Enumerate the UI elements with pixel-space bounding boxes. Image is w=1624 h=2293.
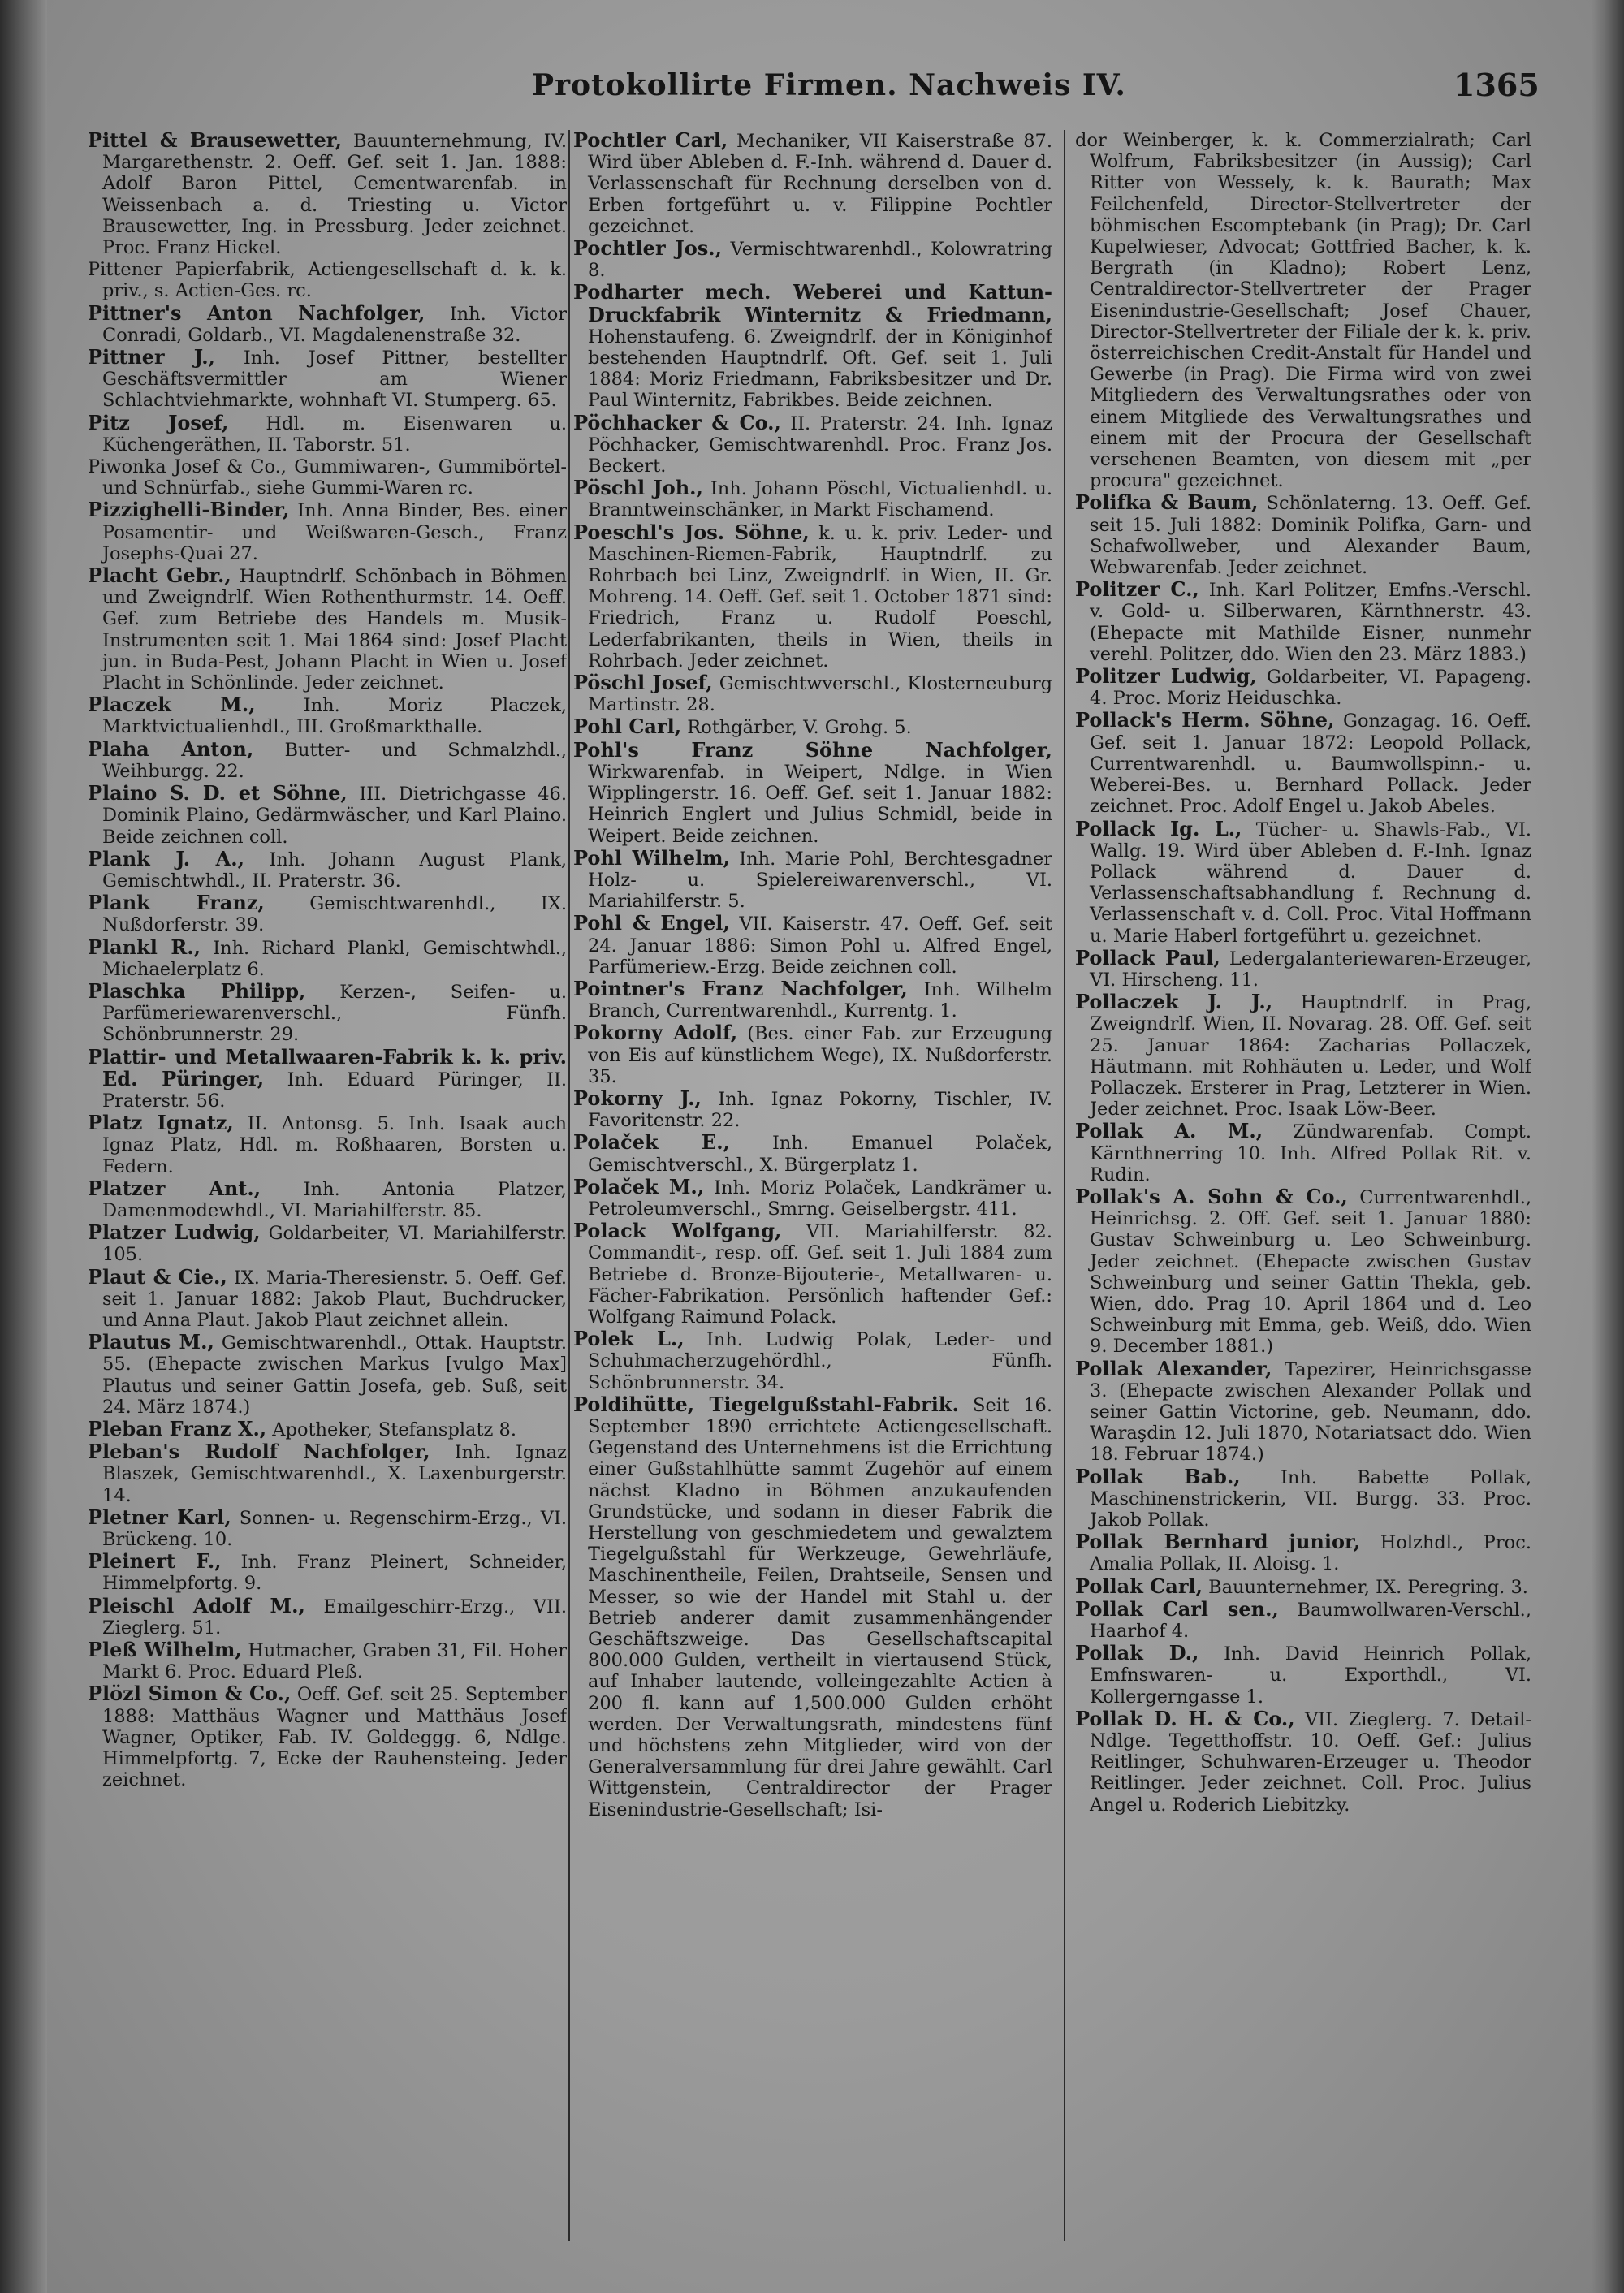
- firm-name: Polaček E.,: [573, 1130, 730, 1155]
- firm-name: Podharter mech. Weberei und Kattun-Druckfabrik Winternitz & Friedmann,: [573, 280, 1052, 326]
- firm-name: Pollak D.,: [1075, 1641, 1199, 1665]
- column-2: [573, 130, 1052, 2249]
- directory-entry: [88, 1264, 567, 1332]
- firm-name: Pizzighelli-Binder,: [88, 498, 290, 522]
- directory-entry: [88, 259, 567, 301]
- firm-name: Poldihütte, Tiegelgußstahl-Fabrik.: [573, 1392, 959, 1416]
- entry-details: Inh. Victor Conradi, Goldarb., VI. Magdalenenstraße 32.: [102, 303, 567, 346]
- page-edge-shadow: [1592, 0, 1624, 2293]
- directory-entry: [88, 565, 567, 693]
- directory-entry: [88, 130, 567, 258]
- entry-details: Oeff. Gef. seit 25. September 1888: Matthäus Wagner und Matthäus Josef Wagner, Optiker, Fab. IV. Goldeggg. 6, Ndlge. Himmelpfortg. 7, Ecke der Rauhensteing. Jeder zeichnet.: [102, 1684, 567, 1791]
- firm-name: Pittner's Anton Nachfolger,: [88, 300, 425, 325]
- firm-name: Pokorny Adolf,: [573, 1021, 738, 1045]
- entry-details: Rothgärber, V. Grohg. 5.: [681, 717, 912, 739]
- directory-entry: [88, 736, 567, 782]
- directory-entry: [88, 499, 567, 564]
- column-3: [1075, 130, 1531, 2249]
- entry-details: Inh. Moriz Polaček, Landkrämer u. Petroleumverschl., Smrng. Geiselbergstr. 411.: [588, 1177, 1052, 1220]
- firm-name: Pohl & Engel,: [573, 911, 730, 935]
- column-1: [88, 130, 567, 2249]
- entry-details: Inh. Emanuel Polaček, Gemischtverschl., X. Bürgerplatz 1.: [588, 1133, 1052, 1176]
- firm-name: Pitz Josef,: [88, 410, 229, 434]
- entry-details: VII. Zieglerg. 7. Detail-Ndlge. Tegetthoffstr. 10. Oeff. Gef.: Julius Reitlinger, Schuhwaren-Erzeuger u. Theodor Reitlinger. Jeder zeichnet. Coll. Proc. Julius Angel u. Roderich Liebitzky.: [1090, 1708, 1531, 1816]
- directory-entry: [573, 1174, 1052, 1220]
- directory-entry: [88, 1332, 567, 1418]
- entry-details: Baumwollwaren-Verschl., Haarhof 4.: [1090, 1599, 1531, 1643]
- entry-details: Seit 16. September 1890 errichtete Actiengesellschaft. Gegenstand des Unternehmens ist die Errichtung einer Gußstahlhütte sammt Zugehör auf einem nächst Kladno in Böhmen anzukaufenden Grundstücke, und sodann in dieser Fabrik die Herstellung von geschmiedetem und gewalztem Tiegelgußstahl für Werkzeuge, Gewehrläufe, Maschinentheile, Feilen, Drahtseile, Sensen und Messer, so wie der Handel mit Stahl u. der Betrieb anderer damit zusammenhängender Geschäftszweige. Das Gesellschaftscapital 800.000 Gulden, vertheilt in viertausend Stück, auf Inhaber lautende, volleingezahlte Actien à 200 fl. kann auf 1,500.000 Gulden erhöht werden. Der Verwaltungsrath, mindestens fünf und höchstens zehn Mitglieder, wird von der Generalversammlung für drei Jahre gewählt. Carl Wittgenstein, Centraldirector der Prager Eisenindustrie-Gesellschaft; Isi-: [588, 1394, 1052, 1820]
- directory-entry: [88, 694, 567, 737]
- entry-details: VII. Kaiserstr. 47. Oeff. Gef. seit 24. Januar 1886: Simon Pohl u. Alfred Engel, Parfümeriew.-Erzg. Beide zeichnen coll.: [588, 913, 1052, 978]
- entry-details: Inh. Josef Pittner, bestellter Geschäftsvermittler am Wiener Schlachtviehmarkte, wohnhaft VI. Stumperg. 65.: [102, 348, 567, 412]
- firm-name: Pleban's Rudolf Nachfolger,: [88, 1440, 430, 1464]
- directory-entry: [1075, 710, 1531, 817]
- entry-details: Goldarbeiter, VI. Papageng. 4. Proc. Moriz Heiduschka.: [1090, 667, 1531, 710]
- entry-details: Inh. Moriz Placzek, Marktvictualienhdl., III. Großmarkthalle.: [102, 695, 567, 738]
- entry-details: Gonzagag. 16. Oeff. Gef. seit 1. Januar 1872: Leopold Pollack, Currentwarenhdl. u. Baumwollspinn.- u. Weberei-Bes. u. Bernhard Pollack. Jeder zeichnet. Proc. Adolf Engel u. Jakob Abeles.: [1090, 710, 1531, 818]
- directory-entry: [88, 1593, 567, 1639]
- firm-name: Pollak Carl,: [1075, 1574, 1203, 1598]
- directory-entry: [1075, 1708, 1531, 1816]
- firm-name: Pöschl Josef,: [573, 671, 713, 695]
- entry-details: Hauptndrlf. in Prag, Zweigndrlf. Wien, II. Novarag. 28. Off. Gef. seit 25. Januar 1864: Zacharias Pollaczek, Häutmann. mit Rohhäuten u. Leder, und Wolf Pollaczek. Ersterer in Prag, Letzterer in Wien. Jeder zeichnet. Proc. Isaak Löw-Beer.: [1090, 992, 1531, 1121]
- directory-entry: [88, 1112, 567, 1177]
- firm-name: Plankl R.,: [88, 935, 201, 959]
- directory-entry: [1075, 991, 1531, 1120]
- book-gutter-shadow: [0, 0, 47, 2293]
- firm-name: Pollak Alexander,: [1075, 1356, 1272, 1380]
- directory-entry: [88, 347, 567, 412]
- entry-details: Emailgeschirr-Erzg., VII. Zieglerg. 51.: [102, 1596, 567, 1639]
- column-divider-2: [1064, 130, 1065, 2241]
- directory-entry: [1075, 1121, 1531, 1185]
- entry-details: Currentwarenhdl., Heinrichsg. 2. Off. Gef. seit 1. Januar 1880: Gustav Schweinburg u. Leo Schweinburg. Jeder zeichnet. (Ehepacte zwischen Gustav Schweinburg und seiner Gattin Thekla, geb. Wien, ddo. Prag 10. April 1864 und d. Leo Schweinburg mit Emma, geb. Weiß, ddo. Wien 9. December 1881.): [1090, 1186, 1531, 1358]
- directory-entry: [88, 937, 567, 980]
- entry-details: Inh. Johann August Plank, Gemischtwhdl., II. Praterstr. 36.: [102, 849, 567, 892]
- entry-details: II. Antonsg. 5. Inh. Isaak auch Ignaz Platz, Hdl. m. Roßhaaren, Borsten u. Federn.: [102, 1113, 567, 1177]
- entry-details: VII. Mariahilferstr. 82. Commandit-, resp. off. Gef. seit 1. Juli 1884 zum Betriebe d. Bronze-Bijouterie-, Metallwaren- u. Fächer-Fabrikation. Persönlich haftender Gef.: Wolfgang Raimund Polack.: [588, 1221, 1052, 1328]
- firm-name: Pointner's Franz Nachfolger,: [573, 976, 908, 1000]
- firm-name: Polek L.,: [573, 1327, 685, 1351]
- entry-details: Inh. Franz Pleinert, Schneider, Himmelpfortg. 9.: [102, 1552, 567, 1595]
- firm-name: Poeschl's Jos. Söhne,: [573, 520, 810, 544]
- firm-name: Plautus M.,: [88, 1330, 214, 1354]
- entry-details: Inh. Babette Pollak, Maschinenstrickerin, VII. Burgg. 33. Proc. Jakob Pollak.: [1090, 1466, 1531, 1531]
- directory-entry: [1075, 1186, 1531, 1358]
- entry-details: Wirkwarenfab. in Weipert, Ndlge. in Wien Wipplingerstr. 16. Oeff. Gef. seit 1. Januar 1882: Heinrich Englert und Julius Schmidl, beide in Weipert. Beide zeichnen.: [588, 761, 1052, 847]
- entry-details: Inh. Karl Politzer, Emfns.-Verschl. v. Gold- u. Silberwaren, Kärnthnerstr. 43. (Ehepacte mit Mathilde Eisner, nunmehr verehl. Politzer, ddo. Wien den 23. März 1883.): [1090, 580, 1531, 665]
- firm-name: Pochtler Carl,: [573, 130, 728, 152]
- firm-name: Platzer Ant.,: [88, 1176, 261, 1200]
- firm-name: Pochtler Jos.,: [573, 236, 722, 261]
- directory-entry: [1075, 1531, 1531, 1574]
- firm-name: Placht Gebr.,: [88, 564, 231, 588]
- firm-name: Polack Wolfgang,: [573, 1219, 782, 1243]
- firm-name: Pöchhacker & Co.,: [573, 410, 781, 434]
- directory-entry: [573, 1220, 1052, 1328]
- firm-name: Pollak Bab.,: [1075, 1464, 1241, 1488]
- directory-entry: [88, 1507, 567, 1550]
- entry-details: dor Weinberger, k. k. Commerzialrath; Carl Wolfrum, Fabriksbesitzer (in Aussig); Carl Ritter von Wessely, k. k. Baurath; Max Feilchenfeld, Director-Stellvertreter der böhmischen Escomptebank (in Prag); Dr. Carl Kupelwieser, Advocat; Gottfried Bacher, k. k. Bergrath (in Kladno); Robert Lenz, Centraldirector-Stellvertreter der Prager Eisenindustrie-Gesellschaft; Josef Chauer, Director-Stellvertreter der Filiale der k. k. priv. österreichischen Credit-Anstalt für Handel und Gewerbe (in Prag). Die Firma wird von zwei Mitgliedern des Verwaltungsrathes oder von einem Mitgliede des Verwaltungsrathes und einem mit der Procura der Gesellschaft versehenen Beamten, von diesem mit „per procura" gezeichnet.: [1075, 130, 1531, 492]
- firm-name: Pollack Ig. L.,: [1075, 816, 1242, 840]
- firm-name: Plank Franz,: [88, 891, 265, 915]
- directory-entry: [573, 130, 1052, 237]
- directory-entry: [1075, 1358, 1531, 1466]
- entry-details: Zündwarenfab. Compt. Kärnthnerring 10. Inh. Alfred Pollak Rit. v. Rudin.: [1090, 1121, 1531, 1185]
- directory-entry: [88, 300, 567, 346]
- directory-entry: [88, 892, 567, 935]
- firm-name: Polaček M.,: [573, 1174, 705, 1198]
- entry-details: Bauunternehmer, IX. Peregring. 3.: [1202, 1576, 1528, 1598]
- directory-entry: [573, 1088, 1052, 1131]
- directory-entry: [573, 737, 1052, 847]
- firm-name: Plattir- und Metallwaaren-Fabrik k. k. priv. Ed. Püringer,: [88, 1044, 567, 1090]
- firm-name: Pollak A. M.,: [1075, 1119, 1263, 1143]
- directory-entry: [88, 846, 567, 892]
- entry-details: Inh. Wilhelm Branch, Currentwarenhdl., Kurrentg. 1.: [588, 978, 1052, 1022]
- directory-entry: [1075, 818, 1531, 947]
- directory-entry: [88, 1639, 567, 1682]
- firm-name: Polifka & Baum,: [1075, 490, 1259, 515]
- directory-entry: [88, 1441, 567, 1506]
- directory-entry: [573, 978, 1052, 1021]
- firm-name: Pohl Carl,: [573, 715, 682, 739]
- directory-entry: [88, 412, 567, 456]
- directory-entry: [88, 783, 567, 848]
- directory-entry: [88, 1683, 567, 1790]
- entry-details: Ledergalanteriewaren-Erzeuger, VI. Hirscheng. 11.: [1090, 948, 1531, 991]
- directory-entry: [88, 1044, 567, 1112]
- directory-entry: [88, 1551, 567, 1594]
- entry-details: k. u. k. priv. Leder- und Maschinen-Riemen-Fabrik, Hauptndrlf. zu Rohrbach bei Linz, Zweigndrlf. in Wien, II. Gr. Mohreng. 14. Oeff. Gef. seit 1. October 1871 sind: Friedrich, Franz u. Rudolf Poeschl, Lederfabrikanten, theils in Wien, theils in Rohrbach. Jeder zeichnet.: [588, 522, 1052, 671]
- entry-details: Inh. Johann Pöschl, Victualienhdl. u. Branntweinschänker, in Markt Fischamend.: [588, 478, 1052, 521]
- directory-entry: [573, 672, 1052, 715]
- firm-name: Pohl Wilhelm,: [573, 845, 730, 870]
- firm-name: Pollak Bernhard junior,: [1075, 1530, 1361, 1554]
- directory-entry: [573, 1394, 1052, 1820]
- entry-details: Inh. Richard Plankl, Gemischtwhdl., Michaelerplatz 6.: [102, 937, 567, 980]
- firm-name: Pittel & Brausewetter,: [88, 130, 343, 152]
- firm-name: Plaut & Cie.,: [88, 1264, 227, 1289]
- directory-entry: [573, 1132, 1052, 1175]
- entry-details: Kerzen-, Seifen- u. Parfümeriewarenverschl., Fünfh. Schönbrunnerstr. 29.: [102, 981, 567, 1046]
- entry-details: Schönlaterng. 13. Oeff. Gef. seit 15. Juli 1882: Dominik Polifka, Garn- und Schafwollweber, und Alexander Baum, Webwarenfab. Jeder zeichnet.: [1090, 493, 1531, 579]
- entry-details: Piwonka Josef & Co., Gummiwaren-, Gummibörtel- und Schnürfab., siehe Gummi-Waren rc.: [88, 456, 567, 499]
- firm-name: Plözl Simon & Co.,: [88, 1682, 292, 1706]
- firm-name: Pleischl Adolf M.,: [88, 1593, 305, 1617]
- firm-name: Plank J. A.,: [88, 846, 245, 870]
- firm-name: Pollack's Herm. Söhne,: [1075, 708, 1335, 732]
- firm-name: Pleinert F.,: [88, 1549, 222, 1574]
- directory-entry: [1075, 130, 1531, 491]
- entry-details: Gemischtwarenhdl., IX. Nußdorferstr. 39.: [102, 893, 567, 936]
- firm-name: Platz Ignatz,: [88, 1111, 234, 1135]
- entry-details: Mechaniker, VII Kaiserstraße 87. Wird über Ableben d. F.-Inh. während d. Dauer d. Verlassenschaft für Rechnung derselben von d. Erben fortgeführt u. v. Filippine Pochtler gezeichnet.: [588, 131, 1052, 237]
- firm-name: Pleß Wilhelm,: [88, 1638, 242, 1662]
- directory-entry: [88, 978, 567, 1046]
- firm-name: Pokorny J.,: [573, 1086, 702, 1110]
- directory-entry: [573, 522, 1052, 671]
- entry-details: Inh. Ignaz Pokorny, Tischler, IV. Favoritenstr. 22.: [588, 1088, 1052, 1132]
- entry-details: Hdl. m. Eisenwaren u. Küchengeräthen, II. Taborstr. 51.: [102, 412, 567, 456]
- firm-name: Politzer C.,: [1075, 577, 1199, 602]
- entry-details: IX. Maria-Theresienstr. 5. Oeff. Gef. seit 1. Januar 1882: Jakob Plaut, Buchdrucker, und Anna Plaut. Jakob Plaut zeichnet allein.: [102, 1267, 567, 1331]
- firm-name: Pollak Carl sen.,: [1075, 1596, 1279, 1621]
- directory-entry: [1075, 492, 1531, 578]
- firm-name: Pleban Franz X.,: [88, 1416, 267, 1440]
- firm-name: Pollak D. H. & Co.,: [1075, 1706, 1295, 1730]
- entry-details: Goldarbeiter, VI. Mariahilferstr. 105.: [102, 1223, 567, 1266]
- entry-details: Hohenstaufeng. 6. Zweigndrlf. der in Königinhof bestehenden Hauptndrlf. Oft. Gef. seit 1. Juli 1884: Moriz Friedmann, Fabriksbesitzer und Dr. Paul Winternitz, Fabrikbes. Beide zeichnen.: [588, 326, 1052, 412]
- entry-details: Holzhdl., Proc. Amalia Pollak, II. Aloisg. 1.: [1090, 1532, 1531, 1575]
- directory-entry: [1075, 666, 1531, 709]
- column-divider-1: [568, 130, 570, 2241]
- firm-name: Placzek M.,: [88, 693, 256, 717]
- entry-details: Inh. Anna Binder, Bes. einer Posamentir- und Weißwaren-Gesch., Franz Josephs-Quai 27.: [102, 500, 567, 564]
- entry-details: Apotheker, Stefansplatz 8.: [266, 1419, 516, 1440]
- entry-details: Inh. David Heinrich Pollak, Emfnswaren- u. Exporthdl., VI. Kollergerngasse 1.: [1090, 1643, 1531, 1708]
- entry-details: Bauunternehmung, IV. Margarethenstr. 2. Oeff. Gef. seit 1. Jan. 1888: Adolf Baron Pittel, Cementwarenfab. in Weissenbach a. d. Triesting u. Victor Brausewetter, Ing. in Pressburg. Jeder zeichnet. Proc. Franz Hickel.: [102, 131, 567, 259]
- entry-details: Inh. Ignaz Blaszek, Gemischtwarenhdl., X. Laxenburgerstr. 14.: [102, 1442, 567, 1506]
- firm-name: Plaha Anton,: [88, 736, 254, 761]
- entry-details: Pittener Papierfabrik, Actiengesellschaft d. k. k. priv., s. Actien-Ges. rc.: [88, 259, 567, 302]
- directory-entry: [573, 282, 1052, 411]
- directory-entry: [1075, 945, 1531, 991]
- firm-name: Pollack Paul,: [1075, 945, 1220, 969]
- entry-details: Inh. Antonia Platzer, Damenmodewhdl., VI. Mariahilferstr. 85.: [102, 1178, 567, 1221]
- entry-details: Sonnen- u. Regenschirm-Erzg., VI. Brückeng. 10.: [102, 1507, 567, 1550]
- directory-entry: [573, 412, 1052, 477]
- directory-entry: [1075, 1466, 1531, 1531]
- firm-name: Pletner Karl,: [88, 1505, 231, 1529]
- directory-entry: [573, 1022, 1052, 1087]
- page-number: 1365: [1453, 67, 1540, 103]
- entry-details: Inh. Marie Pohl, Berchtesgadner Holz- u. Spielereiwarenverschl., VI. Mariahilferstr. 5.: [588, 848, 1052, 913]
- directory-entry: [88, 1222, 567, 1265]
- firm-name: Plaschka Philipp,: [88, 978, 306, 1003]
- firm-name: Platzer Ludwig,: [88, 1220, 261, 1245]
- entry-details: Tücher- u. Shawls-Fab., VI. Wallg. 19. Wird über Ableben d. F.-Inh. Ignaz Pollack während d. Dauer d. Verlassenschaftsabhandlung f. Rechnung d. Verlassenschaft v. d. Coll. Proc. Vital Hoffmann u. Marie Haberl fortgeführt u. gezeichnet.: [1090, 818, 1531, 947]
- directory-entry: [1075, 1643, 1531, 1708]
- entry-details: Inh. Eduard Püringer, II. Praterstr. 56.: [102, 1069, 567, 1112]
- firm-name: Pollak's A. Sohn & Co.,: [1075, 1184, 1348, 1208]
- directory-entry: [573, 913, 1052, 978]
- directory-entry: [88, 456, 567, 499]
- directory-entry: [88, 1178, 567, 1221]
- entry-details: II. Praterstr. 24. Inh. Ignaz Pöchhacker, Gemischtwarenhdl. Proc. Franz Jos. Beckert.: [588, 412, 1052, 477]
- entry-details: Hauptndrlf. Schönbach in Böhmen und Zweigndrlf. Wien Rothenthurmstr. 14. Oeff. Gef. zum Betriebe des Handels m. Musik-Instrumenten seit 1. Mai 1864 sind: Josef Placht jun. in Buda-Pest, Johann Placht in Wien u. Josef Placht in Schönlinde. Jeder zeichnet.: [102, 566, 567, 694]
- directory-entry: [573, 477, 1052, 520]
- entry-details: Gemischtwverschl., Klosterneuburg Martinstr. 28.: [588, 673, 1052, 716]
- firm-name: Pollaczek J. J.,: [1075, 990, 1273, 1014]
- directory-entry: [573, 1328, 1052, 1393]
- directory-entry: [573, 845, 1052, 913]
- firm-name: Pohl's Franz Söhne Nachfolger,: [573, 737, 1052, 762]
- directory-entry: [1075, 1596, 1531, 1643]
- directory-entry: [573, 238, 1052, 281]
- entry-details: Inh. Ludwig Polak, Leder- und Schuhmacherzugehördhl., Fünfh. Schönbrunnerstr. 34.: [588, 1329, 1052, 1393]
- entry-details: Tapezirer, Heinrichsgasse 3. (Ehepacte zwischen Alexander Pollak und seiner Gattin Victorine, geb. Neumann, ddo. Waraşdin 12. Juli 1870, Notariatsact ddo. Wien 18. Februar 1874.): [1090, 1358, 1531, 1466]
- entry-details: (Bes. einer Fab. zur Erzeugung von Eis auf künstlichem Wege), IX. Nußdorferstr. 35.: [588, 1023, 1052, 1087]
- directory-entry: [1075, 579, 1531, 665]
- entry-details: Hutmacher, Graben 31, Fil. Hoher Markt 6. Proc. Eduard Pleß.: [102, 1640, 567, 1683]
- entry-details: Butter- und Schmalzhdl., Weihburgg. 22.: [102, 739, 567, 782]
- page-title: Protokollirte Firmen. Nachweis IV.: [532, 68, 1126, 102]
- firm-name: Pittner J.,: [88, 345, 215, 369]
- entry-details: III. Dietrichgasse 46. Dominik Plaino, Gedärmwäscher, und Karl Plaino. Beide zeichnen coll.: [102, 784, 567, 848]
- firm-name: Plaino S. D. et Söhne,: [88, 781, 348, 805]
- entry-details: Gemischtwarenhdl., Ottak. Hauptstr. 55. (Ehepacte zwischen Markus [vulgo Max] Plautus und seiner Gattin Josefa, geb. Suß, seit 24. März 1874.): [102, 1332, 567, 1418]
- firm-name: Politzer Ludwig,: [1075, 664, 1257, 689]
- directory-entry: [1075, 1576, 1531, 1598]
- directory-entry: [88, 1416, 567, 1440]
- firm-name: Pöschl Joh.,: [573, 476, 703, 500]
- entry-details: Vermischtwarenhdl., Kolowratring 8.: [588, 239, 1052, 282]
- directory-entry: [573, 716, 1052, 738]
